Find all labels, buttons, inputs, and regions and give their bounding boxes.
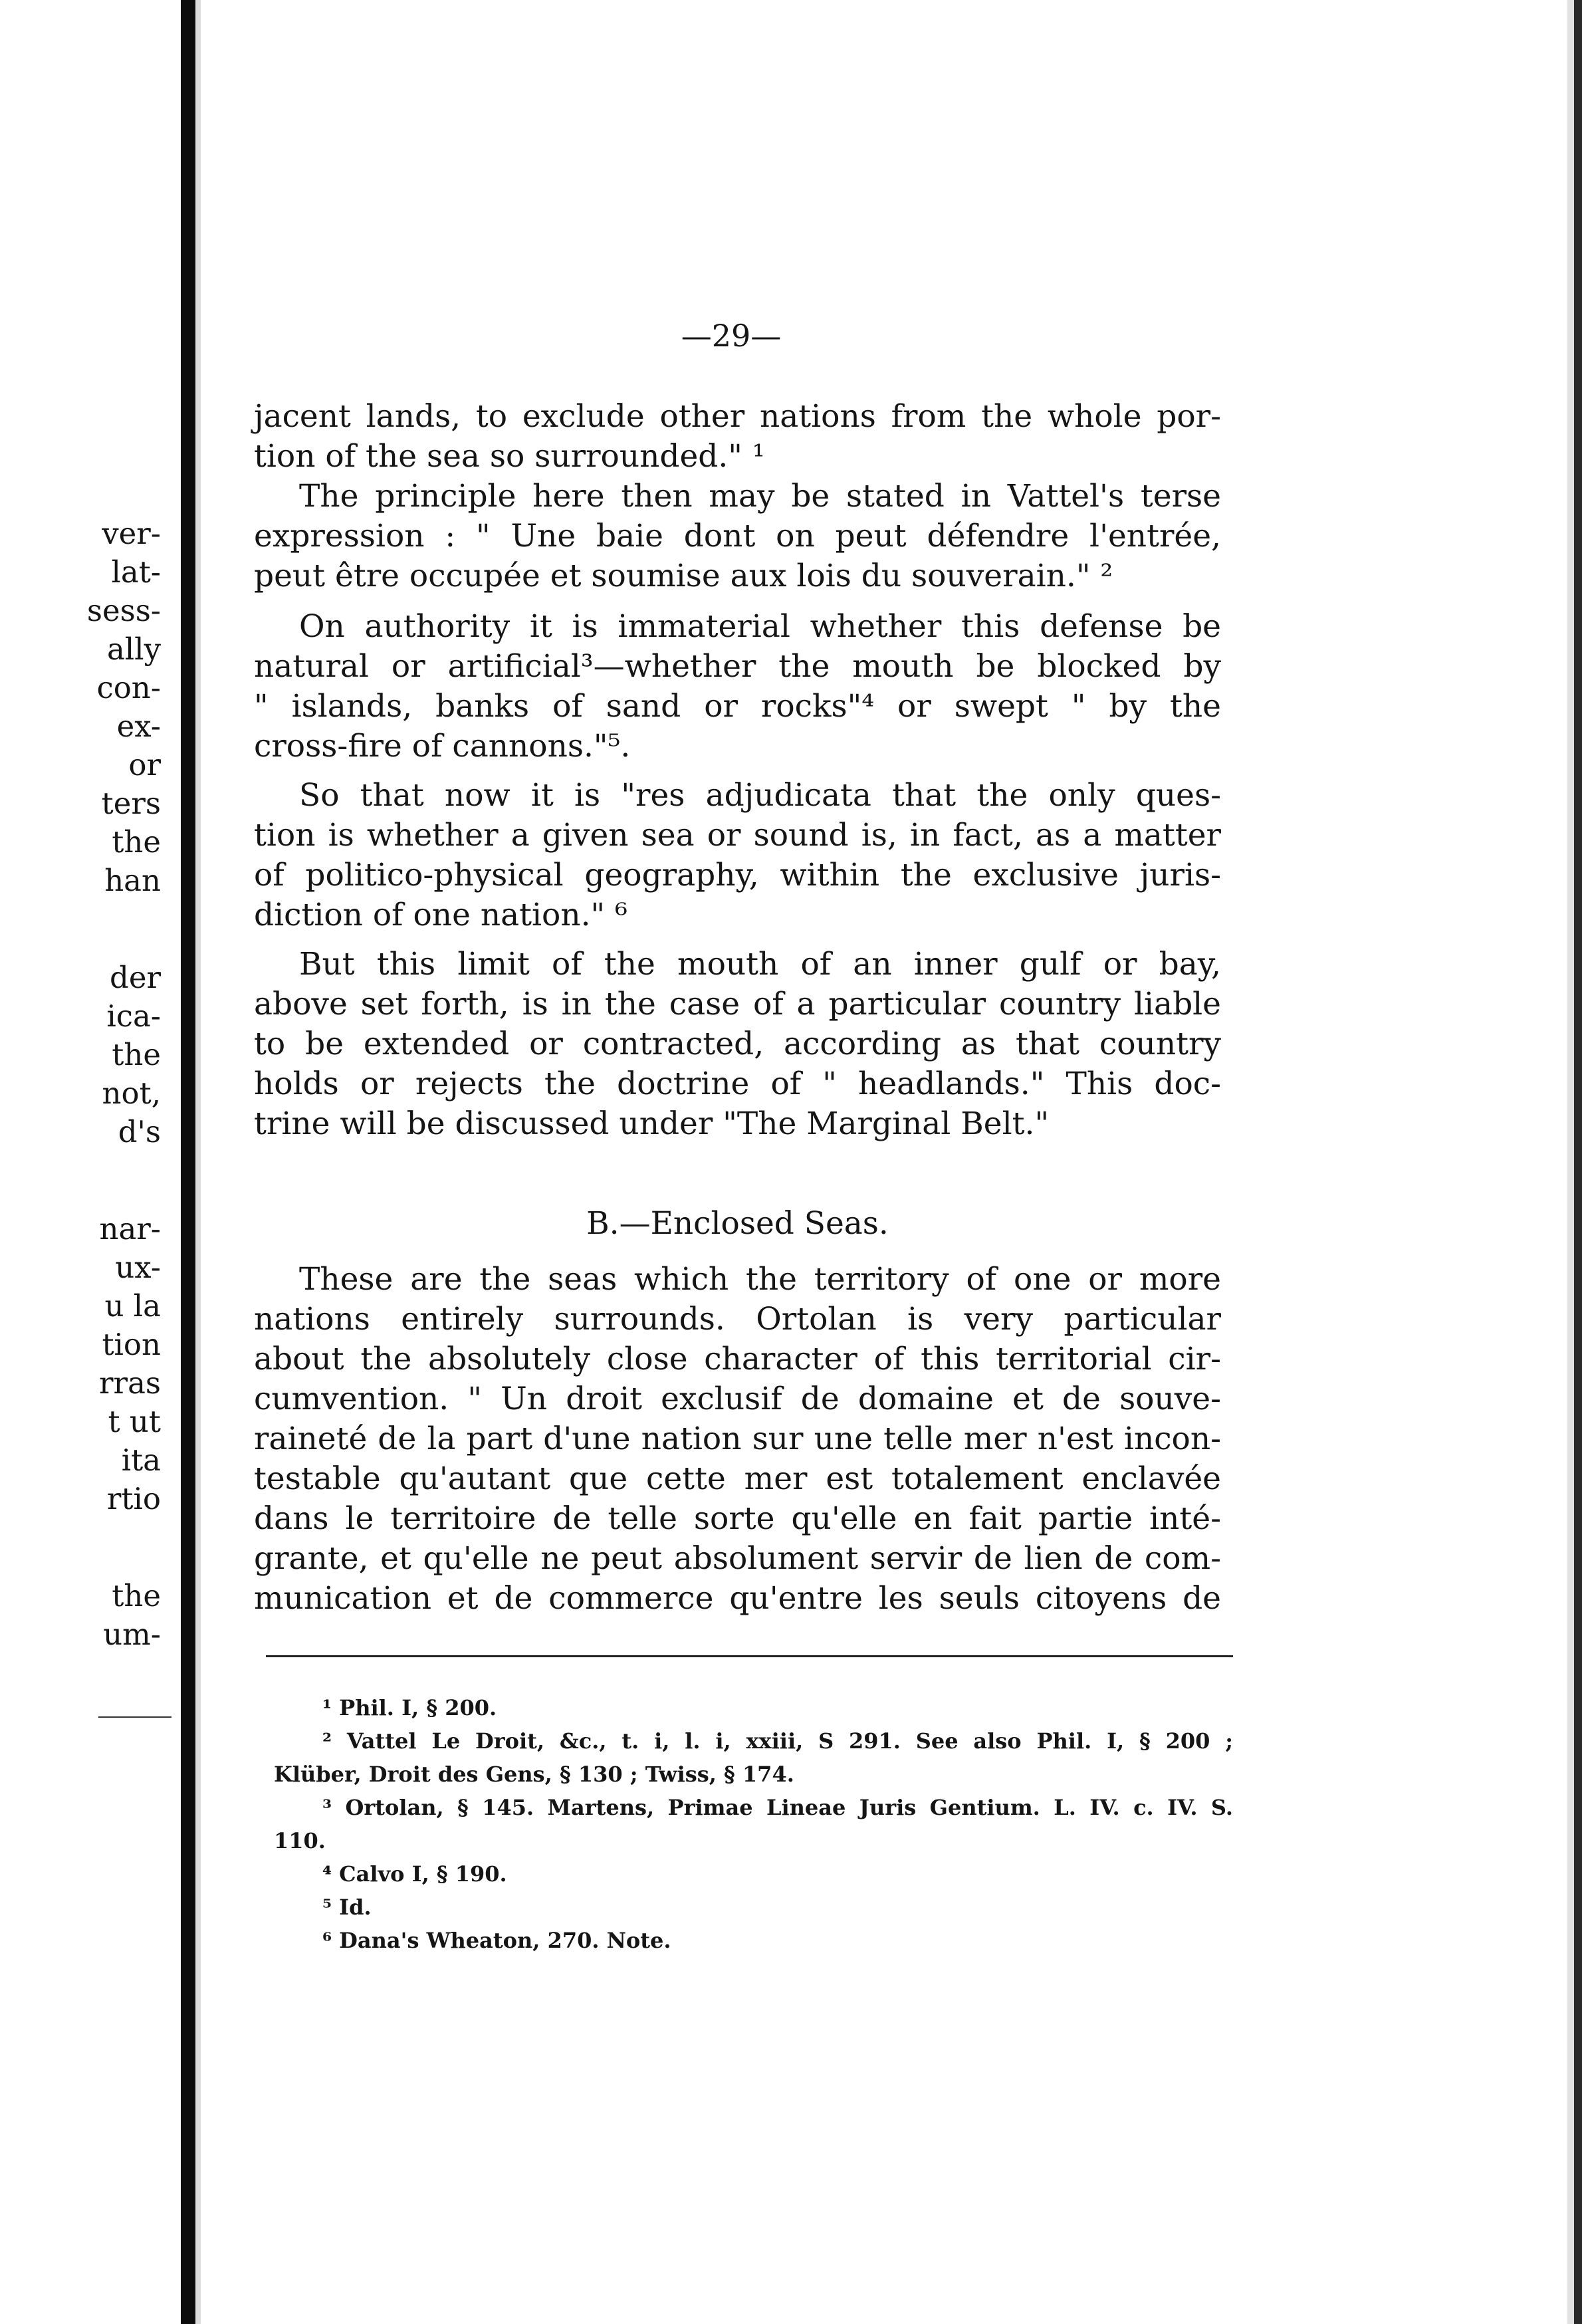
left-page-fragment: the (112, 1578, 161, 1613)
left-page-fragment: ters (101, 786, 161, 821)
body-line: On authority it is immaterial whether this defense be (299, 608, 1221, 645)
page-edge-shadow (1567, 0, 1574, 2324)
body-line: of politico-physical geography, within the exclusive juris- (254, 857, 1221, 893)
section-heading: B.—Enclosed Seas. (586, 1205, 889, 1242)
page-number: —29— (681, 318, 782, 354)
gutter-shadow (195, 0, 201, 2324)
body-line: So that now it is "res adjudicata that the only ques- (299, 777, 1221, 814)
left-page-fragment: the (112, 824, 161, 860)
body-line: grante, et qu'elle ne peut absolument servir de lien de com- (254, 1540, 1221, 1577)
left-page-fragment: han (104, 863, 161, 898)
footnote: ⁴ Calvo I, § 190. (322, 1861, 507, 1887)
left-page-fragment: con- (96, 670, 161, 705)
left-page-fragment: sess- (86, 593, 161, 628)
left-page-fragment: nar- (99, 1211, 161, 1246)
footnote: ⁶ Dana's Wheaton, 270. Note. (322, 1928, 671, 1953)
body-line: The principle here then may be stated in Vattel's terse (299, 478, 1221, 515)
left-page-fragment: ux- (115, 1250, 161, 1285)
left-page-fragment: rtio (106, 1481, 161, 1516)
body-line: trine will be discussed under "The Marginal Belt." (254, 1105, 1050, 1142)
footnote: ² Vattel Le Droit, &c., t. i, l. i, xxiii, S 291. See also Phil. I, § 200 ; (322, 1728, 1233, 1754)
left-page-rule (98, 1716, 171, 1718)
left-page-fragment: lat- (111, 554, 161, 590)
left-page-fragment: d's (118, 1114, 161, 1149)
body-line: testable qu'autant que cette mer est totalement enclavée (254, 1460, 1221, 1497)
body-line: expression : " Une baie dont on peut défendre l'entrée, (254, 518, 1221, 554)
body-line: peut être occupée et soumise aux lois du souverain." ² (254, 558, 1113, 594)
body-line: nations entirely surrounds. Ortolan is very particular (254, 1301, 1221, 1337)
left-page-fragment: ica- (106, 998, 161, 1034)
left-page-fragment: or (128, 747, 161, 782)
body-line: holds or rejects the doctrine of " headlands." This doc- (254, 1066, 1221, 1102)
body-line: munication et de commerce qu'entre les seuls citoyens de (254, 1580, 1221, 1617)
left-page-fragment: ver- (102, 516, 161, 551)
left-page-fragment: der (110, 960, 161, 995)
footnote: ¹ Phil. I, § 200. (322, 1695, 497, 1720)
left-page-fragment: ex- (116, 709, 161, 744)
left-page-fragment: ally (106, 632, 161, 667)
left-page-fragment: ita (121, 1443, 161, 1478)
body-line: about the absolutely close character of this territorial cir- (254, 1341, 1221, 1377)
left-page-fragment: the (112, 1037, 161, 1072)
body-line: dans le territoire de telle sorte qu'elle en fait partie inté- (254, 1500, 1221, 1537)
page-edge (1574, 0, 1582, 2324)
left-page-fragment: t ut (108, 1404, 161, 1439)
footnote-rule (266, 1655, 1233, 1657)
footnote: Klüber, Droit des Gens, § 130 ; Twiss, § 174. (274, 1762, 794, 1787)
body-line: cross-fire of cannons."⁵. (254, 728, 631, 764)
body-line: diction of one nation." ⁶ (254, 897, 627, 933)
book-gutter (181, 0, 195, 2324)
body-line: jacent lands, to exclude other nations from the whole por- (254, 398, 1221, 435)
body-line: tion is whether a given sea or sound is, in fact, as a matter (254, 817, 1221, 854)
body-line: above set forth, is in the case of a particular country liable (254, 986, 1221, 1022)
left-page-fragment: um- (103, 1617, 161, 1652)
left-page-fragment: tion (102, 1327, 161, 1362)
body-line: tion of the sea so surrounded." ¹ (254, 438, 765, 475)
body-line: These are the seas which the territory of one or more (299, 1261, 1221, 1298)
footnote: 110. (274, 1828, 326, 1853)
body-line: " islands, banks of sand or rocks"⁴ or swept " by the (254, 688, 1221, 725)
left-page-fragment: not, (102, 1076, 161, 1111)
body-line: to be extended or contracted, according as that country (254, 1026, 1221, 1062)
body-line: But this limit of the mouth of an inner gulf or bay, (299, 946, 1221, 983)
body-line: natural or artificial³—whether the mouth be blocked by (254, 648, 1221, 685)
body-line: raineté de la part d'une nation sur une telle mer n'est incon- (254, 1421, 1221, 1457)
footnote: ³ Ortolan, § 145. Martens, Primae Lineae Juris Gentium. L. IV. c. IV. S. (322, 1795, 1233, 1820)
left-page-fragment: rras (99, 1365, 161, 1401)
left-page-fragment: u la (104, 1288, 161, 1324)
footnote: ⁵ Id. (322, 1895, 372, 1920)
body-line: cumvention. " Un droit exclusif de domaine et de souve- (254, 1381, 1221, 1417)
